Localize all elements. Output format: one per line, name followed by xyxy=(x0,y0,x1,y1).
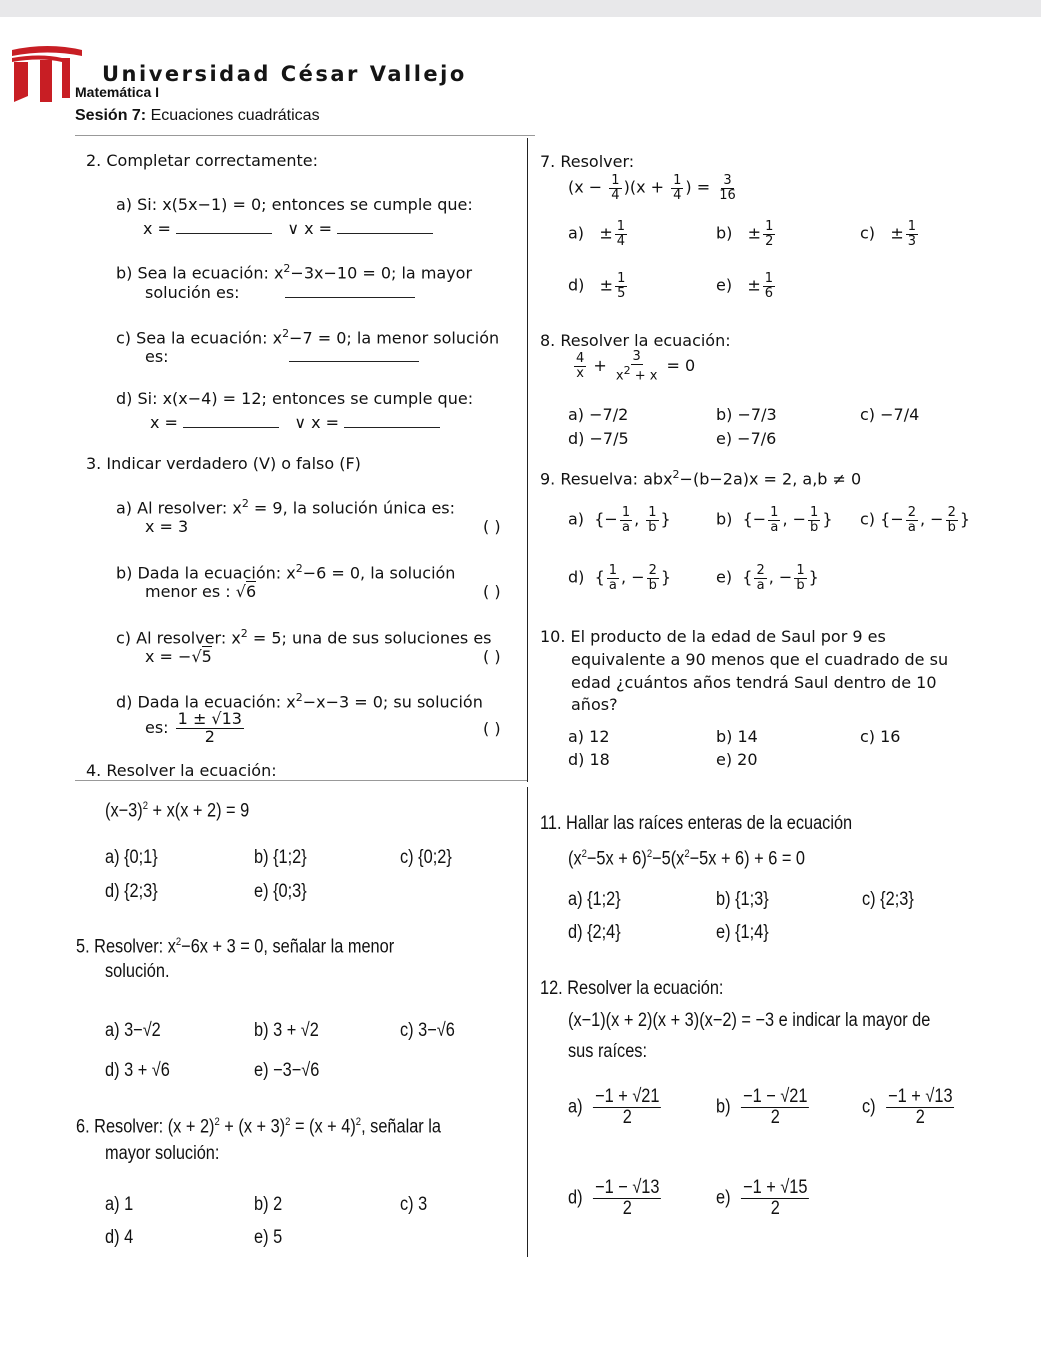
university-logo-icon xyxy=(10,44,84,104)
top-bar xyxy=(0,0,1041,17)
q8-option-d: d) −7/5 xyxy=(568,429,629,448)
q3a-text: a) Al resolver: $x^2 = 9$, la solución única es: xyxy=(116,497,456,518)
q12-option-b: b) $\frac{-1 - √21}{2}$ xyxy=(716,1086,808,1128)
q3d-line2: es: $\frac{1 \pm √13}{2}$ xyxy=(145,709,242,746)
q3a-answer-box: ( ) xyxy=(483,517,501,536)
q7-option-d: d) ± $\frac{1}{5}$ xyxy=(568,271,626,301)
q9-option-c: c) {− $\frac{2}{a}$ , − $\frac{2}{b}$ } xyxy=(860,505,971,535)
q6-option-b: b) 2 xyxy=(254,1194,283,1215)
q5-option-c: c) 3−√6 xyxy=(400,1020,455,1041)
q3b-answer-box: ( ) xyxy=(483,582,501,601)
q11-option-a: a) {1;2} xyxy=(568,889,621,910)
q4-option-a: a) {0;1} xyxy=(105,847,158,868)
q7-option-c: c) ± $\frac{1}{3}$ xyxy=(860,219,916,249)
q11-title: 11. Hallar las raíces enteras de la ecuación xyxy=(540,813,853,834)
university-name: Universidad César Vallejo xyxy=(102,62,467,86)
q3c-line2: x = −√5 xyxy=(145,647,212,666)
q12-option-a: a) $\frac{-1 + √21}{2}$ xyxy=(568,1086,660,1128)
q6-text: 6. Resolver: $(x + 2)^2 + (x + 3)^2 = (x + 4)^2$, señalar la xyxy=(76,1116,442,1138)
q11-option-c: c) {2;3} xyxy=(862,889,914,910)
q12-title: 12. Resolver la ecuación: xyxy=(540,978,724,999)
q2c-text: c) Sea la ecuación: $x^2-7 = 0$; la menor solución xyxy=(116,327,500,348)
q4-title: 4. Resolver la ecuación: xyxy=(86,761,277,780)
q10-option-e: e) 20 xyxy=(716,750,758,769)
q6-option-c: c) 3 xyxy=(400,1194,428,1215)
q8-option-e: e) −7/6 xyxy=(716,429,777,448)
q9-option-d: d) { $\frac{1}{a}$ , − $\frac{2}{b}$ } xyxy=(568,563,672,593)
q10-line4: años? xyxy=(571,695,618,714)
q4-option-d: d) {2;3} xyxy=(105,881,158,902)
q7-equation: (x − $\frac{1}{4}$ )(x + $\frac{1}{4}$ ) = $\frac{3}{16}$ xyxy=(568,173,736,203)
q9-option-a: a) {− $\frac{1}{a}$ , $\frac{1}{b}$ } xyxy=(568,505,671,535)
q2c-line2: es: xyxy=(145,347,419,367)
q8-option-b: b) −7/3 xyxy=(716,405,777,424)
session-title: Sesión 7: Ecuaciones cuadráticas xyxy=(75,107,320,124)
course-title: Matemática I xyxy=(75,84,160,100)
q12-option-c: c) $\frac{-1 + √13}{2}$ xyxy=(862,1086,953,1128)
q7-option-e: e) ± $\frac{1}{6}$ xyxy=(716,271,774,301)
q4-option-c: c) {0;2} xyxy=(400,847,452,868)
q12-option-d: d) $\frac{-1 - √13}{2}$ xyxy=(568,1177,660,1219)
q10-option-b: b) 14 xyxy=(716,727,758,746)
divider xyxy=(75,135,535,136)
q8-option-c: c) −7/4 xyxy=(860,405,920,424)
q6-option-d: d) 4 xyxy=(105,1227,134,1248)
q3c-answer-box: ( ) xyxy=(483,647,501,666)
q6-option-e: e) 5 xyxy=(254,1227,283,1248)
q8-title: 8. Resolver la ecuación: xyxy=(540,331,731,350)
q6-option-a: a) 1 xyxy=(105,1194,134,1215)
q5-option-d: d) 3 + √6 xyxy=(105,1060,170,1081)
q10-line2: equivalente a 90 menos que el cuadrado de su xyxy=(571,650,949,669)
q7-title: 7. Resolver: xyxy=(540,152,635,171)
column-divider xyxy=(527,787,528,1257)
q8-equation: $\frac{4}{x}$ + $\frac{3}{x^2 + x}$ = 0 xyxy=(576,349,696,383)
q4-option-e: e) {0;3} xyxy=(254,881,307,902)
q3c-text: c) Al resolver: $x^2 = 5$; una de sus soluciones es xyxy=(116,627,492,648)
column-divider xyxy=(527,138,528,782)
q10-line1: 10. El producto de la edad de Saul por 9 es xyxy=(540,627,886,646)
q10-line3: edad ¿cuántos años tendrá Saul dentro de 10 xyxy=(571,673,937,692)
q7-option-a: a) ± $\frac{1}{4}$ xyxy=(568,219,625,249)
q2-title: 2. Completar correctamente: xyxy=(86,151,318,170)
q9-option-b: b) {− $\frac{1}{a}$ , − $\frac{1}{b}$ } xyxy=(716,505,833,535)
q10-option-d: d) 18 xyxy=(568,750,610,769)
q12-option-e: e) $\frac{-1 + √15}{2}$ xyxy=(716,1177,808,1219)
q5-option-a: a) 3−√2 xyxy=(105,1020,161,1041)
q5-text: 5. Resolver: $x^2-6x + 3 = 0$, señalar la menor xyxy=(76,936,395,958)
q3b-line2: menor es : √6 xyxy=(145,582,257,601)
q2d-text: d) Si: x(x−4) = 12; entonces se cumple que: xyxy=(116,389,474,408)
q2b-text: b) Sea la ecuación: $x^2-3x-10 = 0$; la mayor xyxy=(116,262,473,283)
q9-title: 9. Resuelva: abx$^2$−(b−2a)x = 2, a,b ≠ 0 xyxy=(540,468,862,489)
q11-option-d: d) {2;4} xyxy=(568,922,621,943)
q11-option-b: b) {1;3} xyxy=(716,889,769,910)
q2b-line2: solución es: xyxy=(145,283,415,303)
q2a-text: a) Si: x(5x−1) = 0; entonces se cumple que: xyxy=(116,195,473,214)
q10-option-a: a) 12 xyxy=(568,727,610,746)
q9-option-e: e) { $\frac{2}{a}$ , − $\frac{1}{b}$ } xyxy=(716,563,819,593)
q11-option-e: e) {1;4} xyxy=(716,922,769,943)
q5-option-b: b) 3 + √2 xyxy=(254,1020,319,1041)
q3d-text: d) Dada la ecuación: $x^2-x-3 = 0$; su solución xyxy=(116,691,483,712)
q8-option-a: a) −7/2 xyxy=(568,405,629,424)
q7-option-b: b) ± $\frac{1}{2}$ xyxy=(716,219,774,249)
q2d-blanks: x = ∨ x = xyxy=(150,413,440,433)
q12-line1: (x−1)(x + 2)(x + 3)(x−2) = −3 e indicar la mayor de xyxy=(568,1010,931,1031)
q3d-answer-box: ( ) xyxy=(483,719,501,738)
q3a-line2: x = 3 xyxy=(145,517,189,536)
q4-option-b: b) {1;2} xyxy=(254,847,307,868)
q10-option-c: c) 16 xyxy=(860,727,901,746)
q12-line2: sus raíces: xyxy=(568,1041,648,1062)
q4-equation: $(x-3)^2 + x(x + 2) = 9$ xyxy=(105,800,250,822)
q5-option-e: e) −3−√6 xyxy=(254,1060,320,1081)
q11-equation: $(x^2-5x + 6)^2-5(x^2-5x + 6) + 6 = 0$ xyxy=(568,848,805,870)
q3-title: 3. Indicar verdadero (V) o falso (F) xyxy=(86,454,361,473)
q5-line2: solución. xyxy=(105,961,170,982)
q6-line2: mayor solución: xyxy=(105,1143,220,1164)
q2a-blanks: x = ∨ x = xyxy=(143,219,433,239)
q3b-text: b) Dada la ecuación: $x^2-6 = 0$, la solución xyxy=(116,562,456,583)
